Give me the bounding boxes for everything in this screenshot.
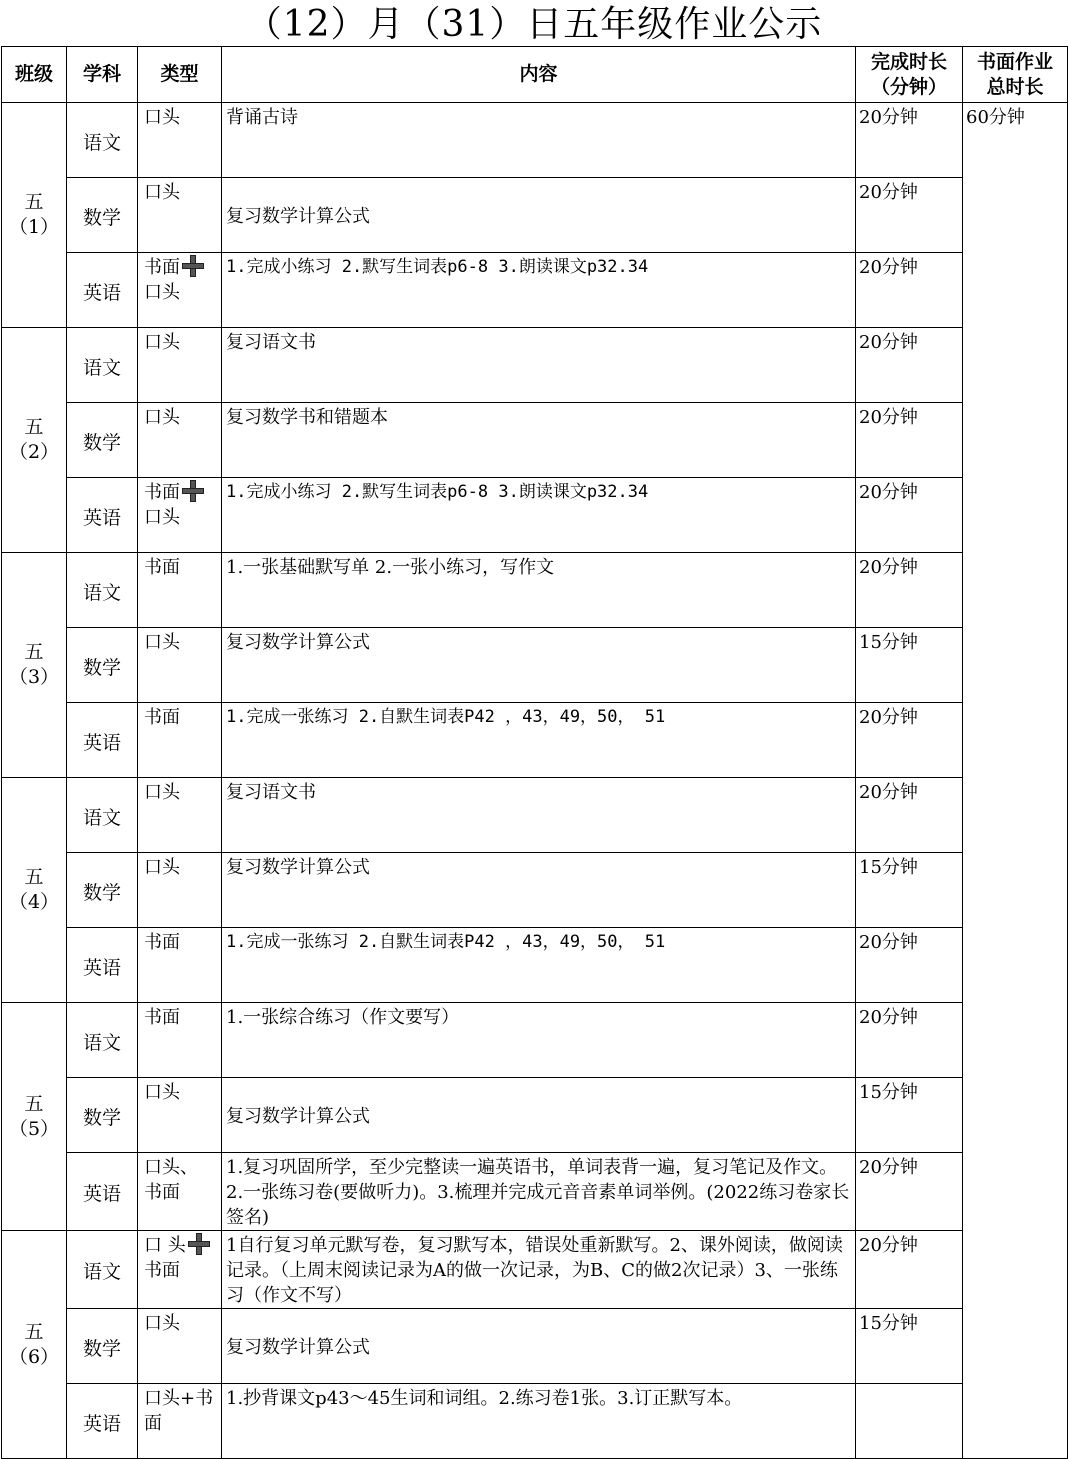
class-number: （4）	[8, 891, 60, 913]
content-cell: 复习语文书	[222, 778, 856, 853]
table-row	[2, 553, 1068, 628]
time-cell: 20分钟	[856, 478, 963, 553]
page-title: （12）月（31）日五年级作业公示	[245, 4, 823, 45]
subject-cell: 数学	[67, 1309, 138, 1384]
type-cell	[138, 1231, 222, 1309]
class-grade: 五	[24, 191, 44, 213]
type-label-2: 口头	[144, 507, 180, 528]
content-text: 复习数学计算公式	[226, 1106, 370, 1127]
subject-cell: 数学	[67, 1078, 138, 1153]
subject-cell: 英语	[67, 1384, 138, 1459]
time-cell: 20分钟	[856, 403, 963, 478]
header-time-line2: （分钟）	[870, 75, 947, 98]
table-header-row	[2, 47, 1068, 103]
content-cell: 1.完成一张练习 2.自默生词表P42 ，43，49，50， 51	[222, 703, 856, 778]
class-grade: 五	[24, 866, 44, 888]
class-cell	[2, 1003, 67, 1231]
class-grade: 五	[24, 416, 44, 438]
content-cell: 复习数学计算公式	[222, 628, 856, 703]
class-grade: 五	[24, 1092, 44, 1115]
table-row	[2, 1231, 1068, 1309]
time-cell: 15分钟	[856, 1309, 963, 1384]
class-grade: 五	[24, 1320, 44, 1343]
type-label: 口头+书	[144, 1388, 214, 1409]
content-cell: 1.抄背课文p43～45生词和词组。2.练习卷1张。3.订正默写本。	[222, 1384, 856, 1459]
time-cell: 20分钟	[856, 553, 963, 628]
type-label-2: 口头	[144, 282, 180, 303]
time-cell: 20分钟	[856, 328, 963, 403]
subject-cell: 英语	[67, 1153, 138, 1231]
content-cell	[222, 1078, 856, 1153]
time-cell	[856, 1384, 963, 1459]
header-total-line1: 书面作业	[976, 50, 1053, 73]
table-row	[2, 1384, 1068, 1459]
time-cell: 20分钟	[856, 178, 963, 253]
class-number: （2）	[8, 441, 60, 463]
class-number: （5）	[8, 1117, 60, 1140]
header-type: 类型	[138, 47, 222, 103]
type-cell	[138, 478, 222, 553]
type-cell: 口头	[138, 178, 222, 253]
content-cell: 1.一张综合练习（作文要写）	[222, 1003, 856, 1078]
subject-cell: 语文	[67, 1231, 138, 1309]
table-row	[2, 478, 1068, 553]
class-cell	[2, 778, 67, 1003]
subject-cell: 英语	[67, 478, 138, 553]
type-label: 书面	[144, 482, 180, 503]
header-total	[963, 47, 1068, 103]
type-cell: 口头	[138, 853, 222, 928]
content-cell: 背诵古诗	[222, 103, 856, 178]
content-cell: 1.复习巩固所学，至少完整读一遍英语书，单词表背一遍，复习笔记及作文。2.一张练习卷(要做听力)。3.梳理并完成元音音素单词举例。(2022练习卷家长签名)	[222, 1153, 856, 1231]
content-cell: 复习语文书	[222, 328, 856, 403]
time-cell: 20分钟	[856, 1153, 963, 1231]
subject-cell: 语文	[67, 1003, 138, 1078]
type-cell: 书面	[138, 928, 222, 1003]
type-cell	[138, 1153, 222, 1231]
time-cell: 20分钟	[856, 253, 963, 328]
type-cell: 口头	[138, 1309, 222, 1384]
subject-cell: 语文	[67, 778, 138, 853]
subject-cell: 语文	[67, 103, 138, 178]
subject-cell: 语文	[67, 328, 138, 403]
type-cell: 口头	[138, 628, 222, 703]
class-grade: 五	[24, 641, 44, 663]
table-row	[2, 853, 1068, 928]
content-text: 复习数学计算公式	[226, 1337, 370, 1358]
time-cell: 20分钟	[856, 928, 963, 1003]
time-cell: 20分钟	[856, 778, 963, 853]
content-cell: 复习数学计算公式	[222, 853, 856, 928]
table-row	[2, 403, 1068, 478]
content-cell: 1自行复习单元默写卷，复习默写本，错误处重新默写。2、课外阅读，做阅读记录。（上周末阅读记录为A的做一次记录，为B、C的做2次记录）3、一张练习（作文不写）	[222, 1231, 856, 1309]
total-time-cell: 60分钟	[963, 103, 1068, 1459]
type-cell	[138, 253, 222, 328]
class-cell	[2, 553, 67, 778]
type-cell: 书面	[138, 1003, 222, 1078]
header-time-line1: 完成时长	[870, 50, 947, 73]
type-cell	[138, 1384, 222, 1459]
subject-cell: 英语	[67, 928, 138, 1003]
table-row	[2, 1078, 1068, 1153]
content-cell: 1.完成小练习 2.默写生词表p6-8 3.朗读课文p32.34	[222, 478, 856, 553]
subject-cell: 数学	[67, 853, 138, 928]
content-cell	[222, 178, 856, 253]
class-cell	[2, 103, 67, 328]
subject-cell: 数学	[67, 628, 138, 703]
plus-icon	[188, 1233, 210, 1255]
type-cell: 口头	[138, 328, 222, 403]
subject-cell: 语文	[67, 553, 138, 628]
time-cell: 20分钟	[856, 1003, 963, 1078]
time-cell: 20分钟	[856, 703, 963, 778]
type-cell: 口头	[138, 103, 222, 178]
type-cell: 书面	[138, 703, 222, 778]
subject-cell: 英语	[67, 253, 138, 328]
type-label-2: 面	[144, 1413, 162, 1434]
header-class: 班级	[2, 47, 67, 103]
table-row	[2, 628, 1068, 703]
table-row	[2, 1153, 1068, 1231]
table-row	[2, 328, 1068, 403]
type-label-2: 书面	[144, 1182, 180, 1203]
table-row	[2, 1003, 1068, 1078]
table-row	[2, 778, 1068, 853]
class-number: （3）	[8, 666, 60, 688]
time-cell: 20分钟	[856, 103, 963, 178]
content-cell: 1.完成小练习 2.默写生词表p6-8 3.朗读课文p32.34	[222, 253, 856, 328]
type-cell: 口头	[138, 778, 222, 853]
time-cell: 15分钟	[856, 628, 963, 703]
content-cell: 1.完成一张练习 2.自默生词表P42 ，43，49，50， 51	[222, 928, 856, 1003]
table-row	[2, 103, 1068, 178]
type-label: 口 头	[144, 1235, 186, 1256]
type-cell: 口头	[138, 403, 222, 478]
subject-cell: 数学	[67, 178, 138, 253]
table-row	[2, 178, 1068, 253]
table-row	[2, 703, 1068, 778]
subject-cell: 数学	[67, 403, 138, 478]
homework-table	[1, 46, 1068, 1459]
time-cell: 20分钟	[856, 1231, 963, 1309]
content-cell	[222, 1309, 856, 1384]
type-cell: 口头	[138, 1078, 222, 1153]
table-row	[2, 928, 1068, 1003]
class-number: （1）	[8, 216, 60, 238]
class-number: （6）	[8, 1345, 60, 1368]
content-text: 复习数学计算公式	[226, 206, 370, 227]
content-cell: 复习数学书和错题本	[222, 403, 856, 478]
subject-cell: 英语	[67, 703, 138, 778]
header-content: 内容	[222, 47, 856, 103]
type-label: 书面	[144, 257, 180, 278]
class-cell	[2, 1231, 67, 1459]
table-row	[2, 253, 1068, 328]
header-total-line2: 总时长	[986, 75, 1044, 98]
type-label: 口头、	[144, 1157, 198, 1178]
type-label-2: 书面	[144, 1260, 180, 1281]
content-cell: 1.一张基础默写单 2.一张小练习，写作文	[222, 553, 856, 628]
class-cell	[2, 328, 67, 553]
header-time	[856, 47, 963, 103]
time-cell: 15分钟	[856, 853, 963, 928]
type-cell: 书面	[138, 553, 222, 628]
plus-icon	[182, 255, 204, 277]
plus-icon	[182, 480, 204, 502]
table-row	[2, 1309, 1068, 1384]
header-subject: 学科	[67, 47, 138, 103]
time-cell: 15分钟	[856, 1078, 963, 1153]
